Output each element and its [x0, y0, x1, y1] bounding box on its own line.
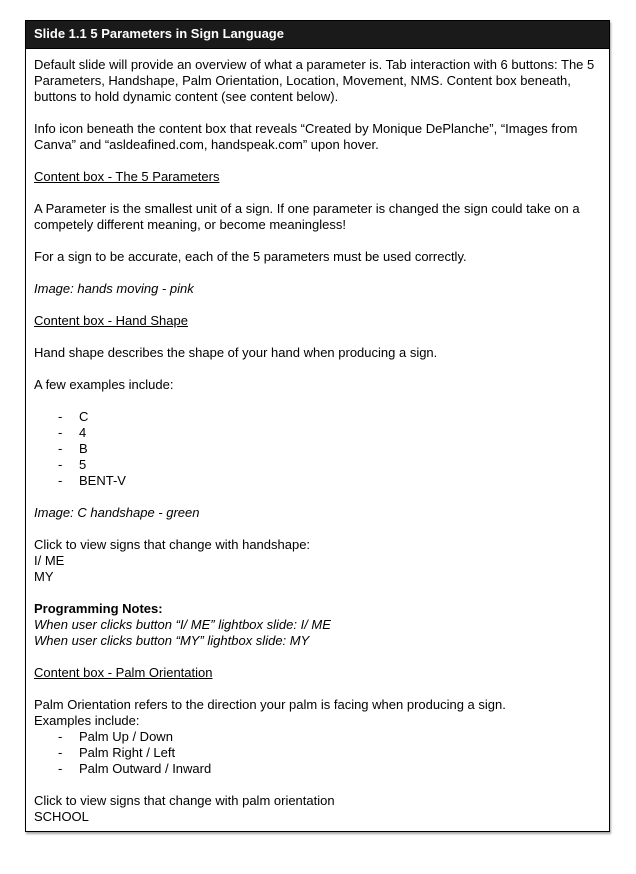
handshape-definition-paragraph: Hand shape describes the shape of your hand when producing a sign.: [34, 345, 438, 360]
slide-title: Slide 1.1 5 Parameters in Sign Language: [34, 26, 284, 41]
hyphen-bullet: -: [58, 473, 63, 488]
list-item: [34, 409, 601, 425]
list-item: [34, 729, 601, 745]
handshape-click-block: [34, 537, 601, 585]
list-item-label: BENT-V: [79, 473, 126, 488]
programming-note: When user clicks button “MY” lightbox slide: MY: [34, 633, 310, 648]
list-item-label: Palm Outward / Inward: [79, 761, 212, 776]
hyphen-bullet: -: [58, 425, 63, 440]
handshape-examples-intro: A few examples include:: [34, 377, 174, 392]
palm-examples-list: [34, 729, 601, 777]
hyphen-bullet: -: [58, 457, 63, 472]
palm-definition-line: Palm Orientation refers to the direction your palm is facing when producing a sign.: [34, 697, 506, 712]
programming-notes-block: [34, 601, 601, 649]
handshape-click-item: MY: [34, 569, 54, 584]
hyphen-bullet: -: [58, 745, 63, 760]
programming-note: When user clicks button “I/ ME” lightbox slide: I/ ME: [34, 617, 331, 632]
hyphen-bullet: -: [58, 441, 63, 456]
info-icon-paragraph: Info icon beneath the content box that reveals “Created by Monique DePlanche”, “Images from Canva” and “asldeafined.com, handspeak.com” upon hover.: [34, 121, 578, 152]
section-heading-palm-orientation: Content box - Palm Orientation: [34, 665, 213, 680]
list-item-label: 5: [79, 457, 87, 472]
palm-click-item: SCHOOL: [34, 809, 89, 824]
list-item-label: C: [79, 409, 89, 424]
hyphen-bullet: -: [58, 409, 63, 424]
programming-notes-label: Programming Notes:: [34, 601, 163, 616]
list-item-label: Palm Up / Down: [79, 729, 173, 744]
image-note-hands-pink: Image: hands moving - pink: [34, 281, 194, 296]
list-item-label: 4: [79, 425, 87, 440]
overview-paragraph: Default slide will provide an overview of what a parameter is. Tab interaction with 6 buttons: The 5 Parameters, Handshape, Palm Orientation, Location, Movement, NMS. Content box beneath, buttons to hold dynamic content (see content below).: [34, 57, 595, 104]
image-note-c-green: Image: C handshape - green: [34, 505, 200, 520]
list-item: [34, 457, 601, 473]
section-heading-handshape: Content box - Hand Shape: [34, 313, 188, 328]
hyphen-bullet: -: [58, 729, 63, 744]
palm-click-block: [34, 793, 601, 825]
handshape-click-line: Click to view signs that change with handshape:: [34, 537, 311, 552]
list-item: [34, 745, 601, 761]
slide-spec-body: [26, 49, 609, 831]
section-heading-parameters: Content box - The 5 Parameters: [34, 169, 220, 184]
list-item: [34, 441, 601, 457]
list-item: [34, 761, 601, 777]
slide-spec-document: [25, 20, 610, 832]
list-item: [34, 425, 601, 441]
hyphen-bullet: -: [58, 761, 63, 776]
list-item-label: Palm Right / Left: [79, 745, 176, 760]
palm-click-line: Click to view signs that change with palm orientation: [34, 793, 335, 808]
handshape-examples-list: [34, 409, 601, 489]
parameters-accuracy-paragraph: For a sign to be accurate, each of the 5 parameters must be used correctly.: [34, 249, 467, 264]
list-item-label: B: [79, 441, 88, 456]
palm-examples-intro: Examples include:: [34, 713, 140, 728]
parameters-definition-paragraph: A Parameter is the smallest unit of a sign. If one parameter is changed the sign could take on a competely different meaning, or become meaningless!: [34, 201, 580, 232]
palm-definition-block: [34, 697, 601, 729]
list-item: [34, 473, 601, 489]
slide-title-bar: [26, 21, 609, 49]
handshape-click-item: I/ ME: [34, 553, 65, 568]
